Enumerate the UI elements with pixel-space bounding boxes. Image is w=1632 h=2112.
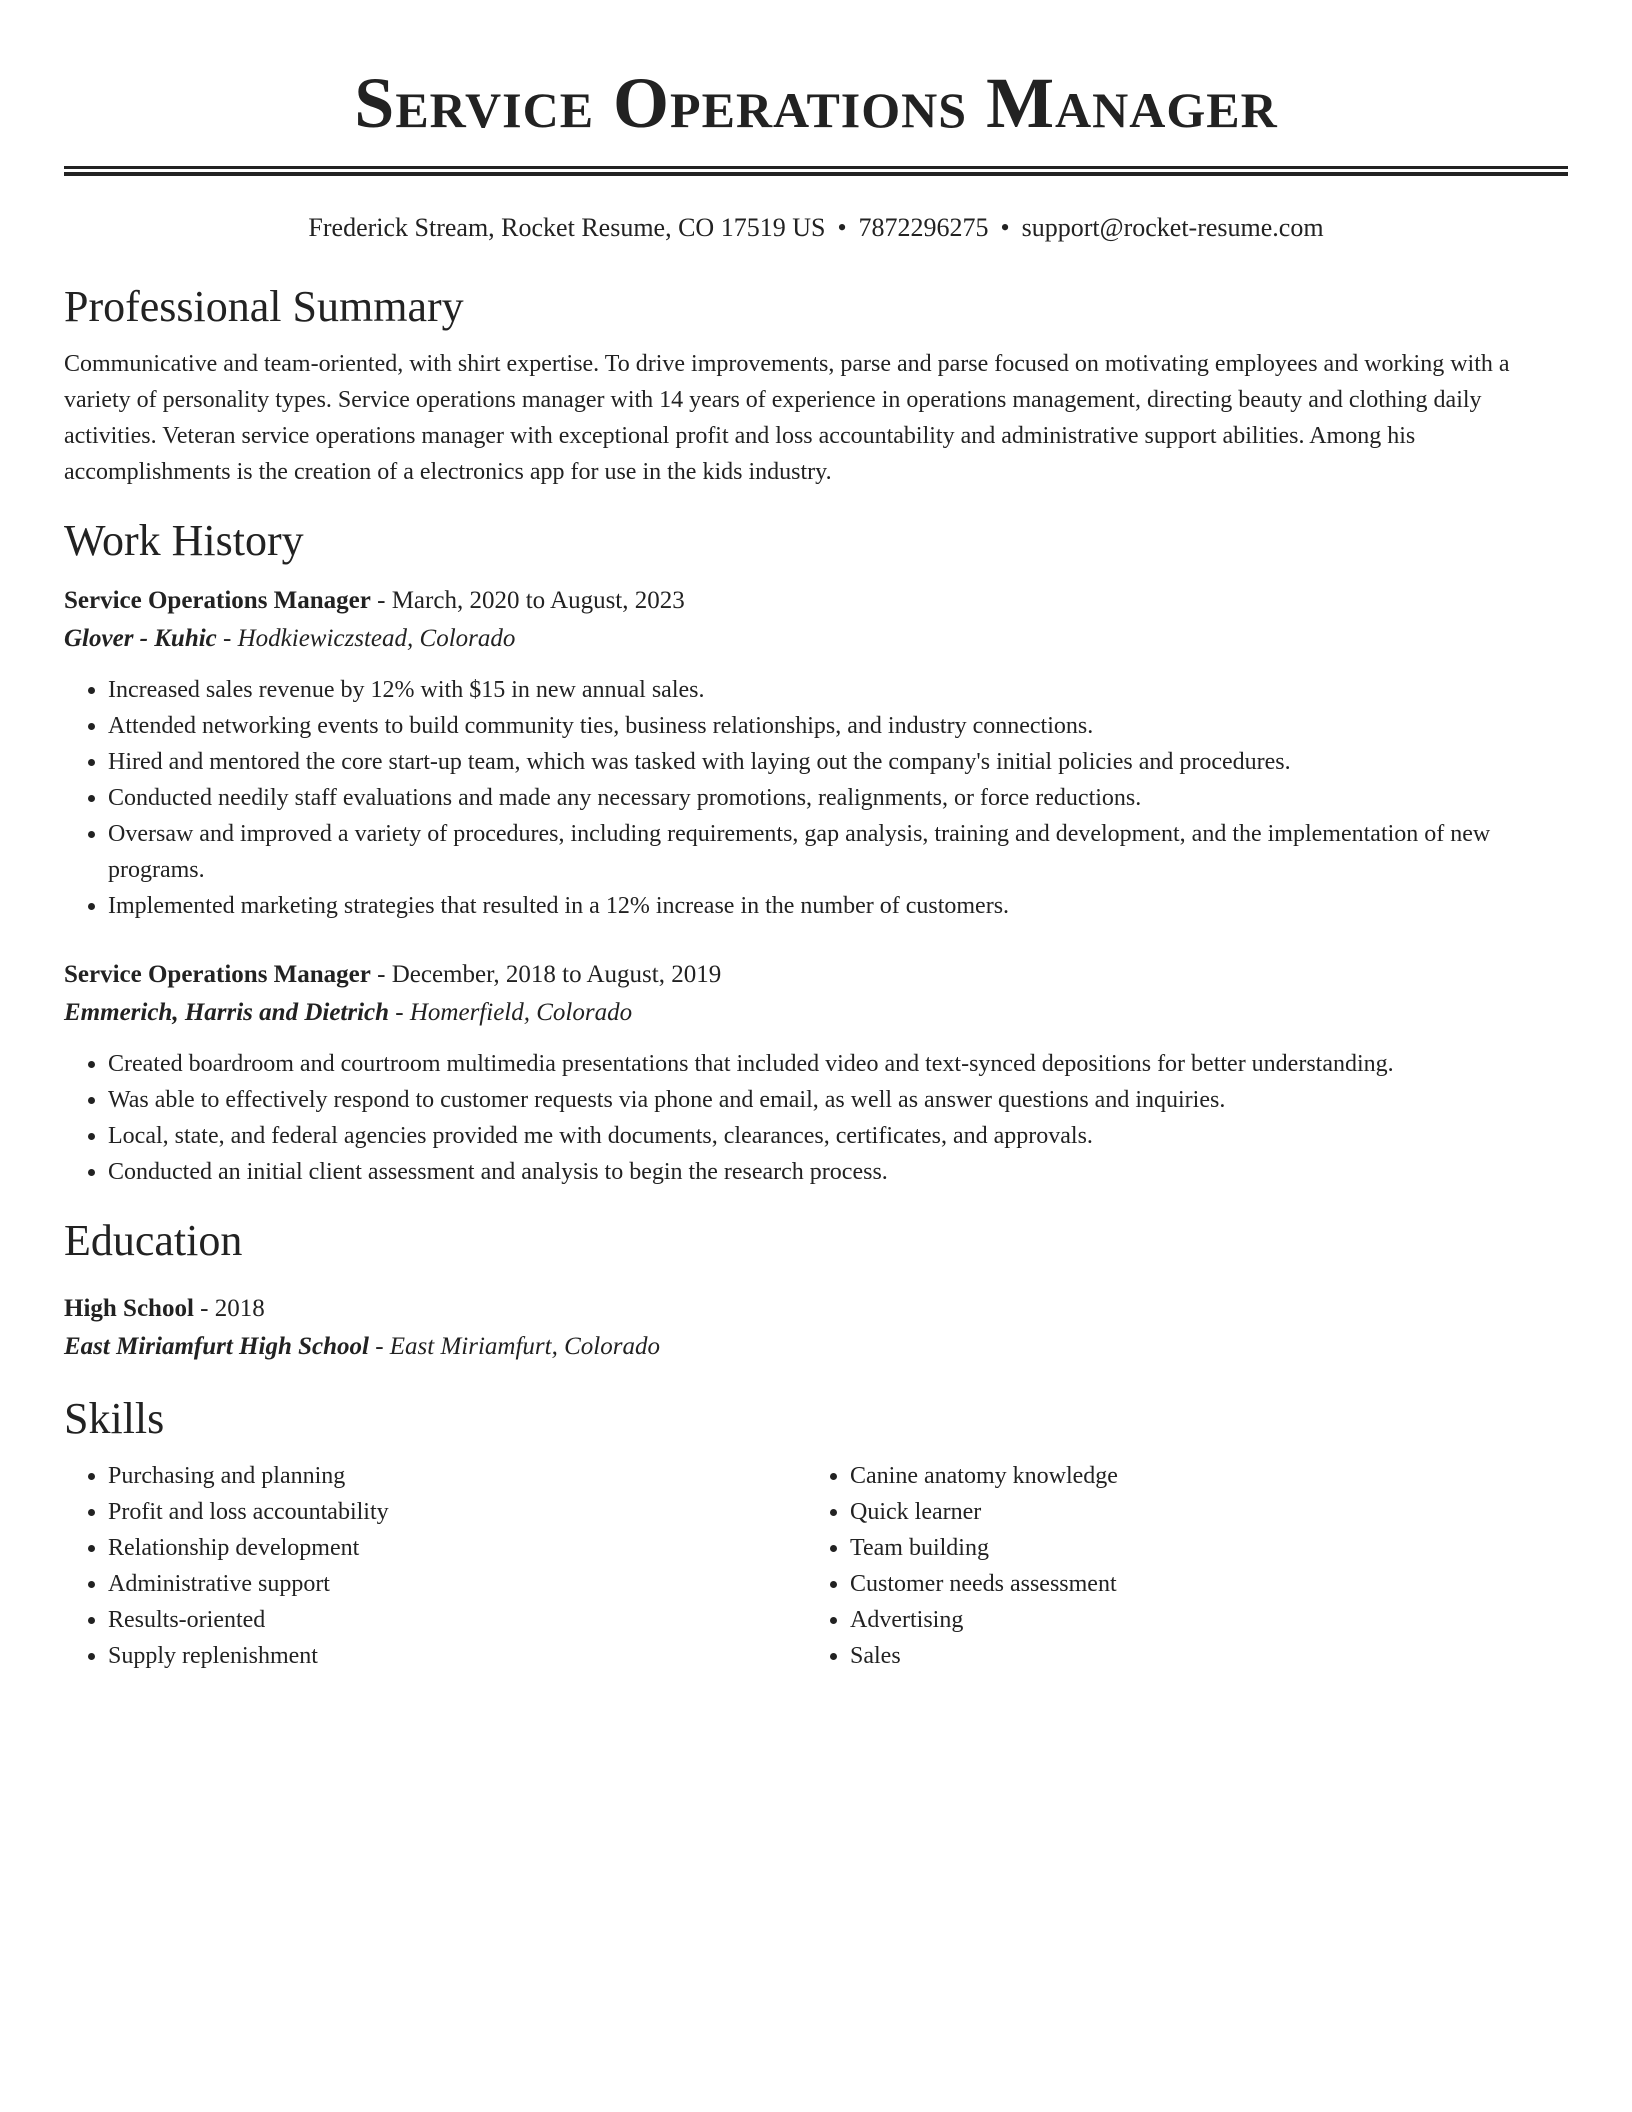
job-bullets (64, 1046, 1568, 1190)
job-dash: - (216, 625, 238, 652)
job-company: Emmerich, Harris and Dietrich (64, 999, 390, 1026)
job-location: Homerfield, Colorado (409, 999, 633, 1026)
skill-item: • Canine anatomy knowledge (850, 1458, 1566, 1494)
list-item: • Attended networking events to build community ties, business relationships, and industry connections. (108, 708, 1568, 744)
education-heading: Education (64, 1216, 243, 1265)
job-dash: - (370, 587, 392, 614)
work-history-heading: Work History (64, 516, 304, 565)
skill-item: • Results-oriented (108, 1602, 806, 1638)
skill-item: • Quick learner (850, 1494, 1566, 1530)
title-divider (64, 166, 1568, 176)
skill-item: • Purchasing and planning (108, 1458, 806, 1494)
education-dash: - (368, 1333, 390, 1360)
skill-item: • Administrative support (108, 1566, 806, 1602)
job-bullets (64, 672, 1568, 924)
job-header (64, 582, 1568, 620)
skill-item: • Supply replenishment (108, 1638, 806, 1674)
list-item: • Increased sales revenue by 12% with $15 in new annual sales. (108, 672, 1568, 708)
contact-email: support@rocket-resume.com (1021, 213, 1324, 242)
list-item: • Oversaw and improved a variety of procedures, including requirements, gap analysis, training and development, and the implementation of new programs. (108, 816, 1568, 888)
skill-item: • Relationship development (108, 1530, 806, 1566)
contact-address: Frederick Stream, Rocket Resume, CO 17519 US (308, 213, 826, 242)
skills-list (64, 1458, 1568, 1674)
contact-separator: • (837, 213, 847, 242)
skill-item: • Team building (850, 1530, 1566, 1566)
skills-column-left (64, 1458, 806, 1674)
job-employer (64, 620, 1568, 658)
job-dash: - (389, 999, 410, 1026)
summary-paragraph: Communicative and team-oriented, with shirt expertise. To drive improvements, parse and parse focused on motivating employees and working with a variety of personality types. Service operations manager with 14 years of experience in operations management, directing beauty and clothing daily activities. Veteran service operations manager with exceptional profit and loss accountability and administrative support abilities. Among his accomplishments is the creation of a electronics app for use in the kids industry. (64, 351, 1510, 485)
job-entry (64, 582, 1568, 924)
list-item: • Was able to effectively respond to customer requests via phone and email, as well as answer questions and inquiries. (108, 1082, 1568, 1118)
education-school: East Miriamfurt High School (64, 1333, 369, 1360)
skill-item: • Advertising (850, 1602, 1566, 1638)
contact-separator: • (1000, 213, 1010, 242)
job-entry (64, 956, 1568, 1190)
education-school-line (64, 1328, 1568, 1366)
contact-phone: 7872296275 (858, 213, 989, 242)
job-title: Service Operations Manager (64, 587, 371, 614)
job-dates: December, 2018 to August, 2019 (391, 961, 722, 988)
summary-heading: Professional Summary (64, 282, 464, 331)
skill-item: • Sales (850, 1638, 1566, 1674)
list-item: • Hired and mentored the core start-up team, which was tasked with laying out the company's initial policies and procedures. (108, 744, 1568, 780)
job-company: Glover - Kuhic (64, 625, 217, 652)
list-item: • Conducted an initial client assessment and analysis to begin the research process. (108, 1154, 1568, 1190)
contact-line (64, 210, 1568, 246)
education-dash: - (193, 1295, 215, 1322)
job-header (64, 956, 1568, 994)
education-year: 2018 (214, 1295, 265, 1322)
skills-column-right (806, 1458, 1566, 1674)
list-item: • Created boardroom and courtroom multimedia presentations that included video and text-synced depositions for better understanding. (108, 1046, 1568, 1082)
list-item: • Conducted needily staff evaluations and made any necessary promotions, realignments, or force reductions. (108, 780, 1568, 816)
education-location: East Miriamfurt, Colorado (389, 1333, 660, 1360)
education-degree: High School (64, 1295, 194, 1322)
page-title: Service Operations Manager (354, 63, 1278, 143)
skill-item: • Customer needs assessment (850, 1566, 1566, 1602)
list-item: • Implemented marketing strategies that resulted in a 12% increase in the number of customers. (108, 888, 1568, 924)
skill-item: • Profit and loss accountability (108, 1494, 806, 1530)
job-dates: March, 2020 to August, 2023 (391, 587, 685, 614)
skills-heading: Skills (64, 1394, 165, 1443)
job-employer (64, 994, 1568, 1032)
job-title: Service Operations Manager (64, 961, 371, 988)
job-dash: - (370, 961, 392, 988)
list-item: • Local, state, and federal agencies provided me with documents, clearances, certificates, and approvals. (108, 1118, 1568, 1154)
education-header (64, 1290, 1568, 1328)
job-location: Hodkiewiczstead, Colorado (237, 625, 516, 652)
